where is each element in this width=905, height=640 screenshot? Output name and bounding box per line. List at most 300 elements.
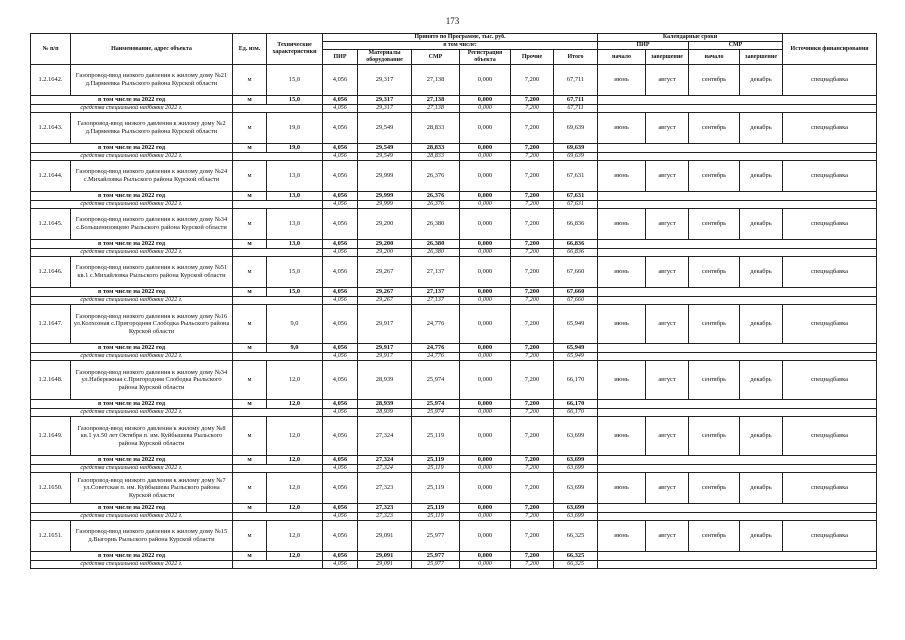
empty-cell: [233, 513, 323, 521]
total-cell: 63,699: [554, 417, 598, 456]
year-total-registration: 0,000: [460, 288, 511, 297]
other-cell: 7,200: [511, 305, 554, 344]
pir-cell: 4,056: [323, 361, 358, 400]
year-total-label: в том числе на 2022 год: [31, 240, 233, 249]
special-fund-registration: 0,000: [460, 561, 511, 569]
year-total-unit: м: [233, 288, 267, 297]
year-total-unit: м: [233, 96, 267, 105]
year-total-other: 7,200: [511, 288, 554, 297]
empty-cell: [598, 144, 877, 153]
table-body: [31, 65, 877, 569]
header-cal-smr: СМР: [689, 42, 783, 50]
special-fund-smr: 26,376: [412, 201, 460, 209]
header-accepted: Принято по Программе, тыс. руб.: [323, 34, 598, 42]
year-total-smr: 25,119: [412, 456, 460, 465]
object-row: [31, 417, 877, 456]
smr-cell: 26,376: [412, 161, 460, 192]
unit-cell: м: [233, 473, 267, 504]
empty-cell: [598, 353, 877, 361]
empty-cell: [598, 561, 877, 569]
object-row: [31, 209, 877, 240]
total-cell: 65,949: [554, 305, 598, 344]
empty-cell: [598, 400, 877, 409]
special-fund-pir: 4,056: [323, 353, 358, 361]
year-total-smr: 27,138: [412, 96, 460, 105]
year-total-row: [31, 504, 877, 513]
source-cell: спецнадбавка: [783, 361, 877, 400]
year-total-total: 67,631: [554, 192, 598, 201]
year-total-label: в том числе на 2022 год: [31, 96, 233, 105]
smr-cell: 25,977: [412, 521, 460, 552]
pir-finish-cell: август: [646, 473, 689, 504]
year-total-row: [31, 144, 877, 153]
source-cell: спецнадбавка: [783, 257, 877, 288]
empty-cell: [598, 192, 877, 201]
row-number: 1.2.1650.: [31, 473, 71, 504]
year-total-unit: м: [233, 400, 267, 409]
special-fund-smr: 26,380: [412, 249, 460, 257]
empty-cell: [598, 105, 877, 113]
other-cell: 7,200: [511, 361, 554, 400]
year-total-registration: 0,000: [460, 552, 511, 561]
object-row: [31, 161, 877, 192]
unit-cell: м: [233, 209, 267, 240]
row-number: 1.2.1651.: [31, 521, 71, 552]
materials-cell: 27,324: [358, 417, 412, 456]
special-fund-pir: 4,056: [323, 105, 358, 113]
special-fund-total: 67,631: [554, 201, 598, 209]
year-total-pir: 4,056: [323, 192, 358, 201]
unit-cell: м: [233, 361, 267, 400]
header-name: Наименование, адрес объекта: [71, 34, 233, 65]
year-total-smr: 25,977: [412, 552, 460, 561]
special-fund-row: [31, 465, 877, 473]
year-total-row: [31, 552, 877, 561]
year-total-total: 67,660: [554, 288, 598, 297]
special-fund-smr: 25,119: [412, 513, 460, 521]
total-cell: 67,660: [554, 257, 598, 288]
year-total-total: 63,699: [554, 504, 598, 513]
year-total-materials: 29,549: [358, 144, 412, 153]
pir-start-cell: июнь: [598, 305, 646, 344]
year-total-label: в том числе на 2022 год: [31, 144, 233, 153]
special-fund-pir: 4,056: [323, 297, 358, 305]
year-total-registration: 0,000: [460, 240, 511, 249]
empty-cell: [598, 288, 877, 297]
year-total-registration: 0,000: [460, 504, 511, 513]
object-name: Газопровод-ввод низкого давления к жилому дому №7 ул.Советская п. им. Куйбышева Рыльского района Курской области: [71, 473, 233, 504]
header-unit: Ед. изм.: [233, 34, 267, 65]
smr-finish-cell: декабрь: [740, 305, 783, 344]
year-total-row: [31, 192, 877, 201]
pir-cell: 4,056: [323, 305, 358, 344]
materials-cell: 29,091: [358, 521, 412, 552]
smr-cell: 28,833: [412, 113, 460, 144]
pir-start-cell: июнь: [598, 473, 646, 504]
special-fund-row: [31, 249, 877, 257]
year-total-total: 69,639: [554, 144, 598, 153]
special-fund-other: 7,200: [511, 105, 554, 113]
year-total-registration: 0,000: [460, 400, 511, 409]
special-fund-label: средства специальной надбавки 2022 г.: [31, 105, 233, 113]
special-fund-registration: 0,000: [460, 249, 511, 257]
special-fund-label: средства специальной надбавки 2022 г.: [31, 353, 233, 361]
pir-cell: 4,056: [323, 473, 358, 504]
special-fund-materials: 29,091: [358, 561, 412, 569]
year-total-label: в том числе на 2022 год: [31, 552, 233, 561]
special-fund-materials: 29,267: [358, 297, 412, 305]
special-fund-smr: 25,119: [412, 465, 460, 473]
year-total-pir: 4,056: [323, 400, 358, 409]
registration-cell: 0,000: [460, 257, 511, 288]
year-total-materials: 29,999: [358, 192, 412, 201]
object-name: Газопровод-ввод низкого давления к жилому дому №21 д.Пармеевка Рыльского района Курской области: [71, 65, 233, 96]
empty-cell: [233, 153, 323, 161]
source-cell: спецнадбавка: [783, 65, 877, 96]
registration-cell: 0,000: [460, 361, 511, 400]
special-fund-other: 7,200: [511, 561, 554, 569]
pir-start-cell: июнь: [598, 209, 646, 240]
special-fund-label: средства специальной надбавки 2022 г.: [31, 201, 233, 209]
smr-cell: 24,776: [412, 305, 460, 344]
other-cell: 7,200: [511, 161, 554, 192]
year-total-pir: 4,056: [323, 504, 358, 513]
special-fund-row: [31, 561, 877, 569]
special-fund-pir: 4,056: [323, 409, 358, 417]
other-cell: 7,200: [511, 209, 554, 240]
year-total-smr: 25,974: [412, 400, 460, 409]
year-total-smr: 26,380: [412, 240, 460, 249]
year-total-other: 7,200: [511, 344, 554, 353]
source-cell: спецнадбавка: [783, 473, 877, 504]
special-fund-label: средства специальной надбавки 2022 г.: [31, 513, 233, 521]
pir-finish-cell: август: [646, 161, 689, 192]
registration-cell: 0,000: [460, 209, 511, 240]
empty-cell: [598, 249, 877, 257]
year-total-unit: м: [233, 144, 267, 153]
unit-cell: м: [233, 417, 267, 456]
special-fund-registration: 0,000: [460, 513, 511, 521]
object-row: [31, 521, 877, 552]
source-cell: спецнадбавка: [783, 113, 877, 144]
header-pir-finish: завершение: [646, 50, 689, 65]
year-total-total: 66,170: [554, 400, 598, 409]
empty-cell: [598, 297, 877, 305]
object-name: Газопровод-ввод низкого давления к жилому дому №34 ул.Набережная с.Пригородняя Слободка Рыльского района Курской области: [71, 361, 233, 400]
source-cell: спецнадбавка: [783, 209, 877, 240]
row-number: 1.2.1643.: [31, 113, 71, 144]
year-total-other: 7,200: [511, 456, 554, 465]
smr-cell: 26,380: [412, 209, 460, 240]
year-total-pir: 4,056: [323, 144, 358, 153]
pir-start-cell: июнь: [598, 417, 646, 456]
year-total-unit: м: [233, 344, 267, 353]
empty-cell: [233, 409, 323, 417]
special-fund-label: средства специальной надбавки 2022 г.: [31, 297, 233, 305]
empty-cell: [598, 465, 877, 473]
pir-cell: 4,056: [323, 417, 358, 456]
object-row: [31, 65, 877, 96]
smr-finish-cell: декабрь: [740, 161, 783, 192]
table-header: [31, 34, 877, 65]
other-cell: 7,200: [511, 521, 554, 552]
special-fund-other: 7,200: [511, 353, 554, 361]
other-cell: 7,200: [511, 257, 554, 288]
year-total-unit: м: [233, 456, 267, 465]
special-fund-label: средства специальной надбавки 2022 г.: [31, 153, 233, 161]
empty-cell: [598, 409, 877, 417]
smr-start-cell: сентябрь: [689, 417, 740, 456]
pir-finish-cell: август: [646, 361, 689, 400]
row-number: 1.2.1647.: [31, 305, 71, 344]
year-total-total: 66,836: [554, 240, 598, 249]
year-total-length: 13,0: [267, 240, 323, 249]
special-fund-registration: 0,000: [460, 353, 511, 361]
smr-cell: 25,119: [412, 417, 460, 456]
length-cell: 13,0: [267, 161, 323, 192]
other-cell: 7,200: [511, 65, 554, 96]
empty-cell: [233, 561, 323, 569]
year-total-length: 9,0: [267, 344, 323, 353]
object-name: Газопровод-ввод низкого давления к жилому дому №34 с.Большенизовцево Рыльского района Курской области: [71, 209, 233, 240]
total-cell: 67,631: [554, 161, 598, 192]
object-name: Газопровод-ввод низкого давления к жилому дому №24 с.Михайловка Рыльского района Курской области: [71, 161, 233, 192]
smr-finish-cell: декабрь: [740, 521, 783, 552]
special-fund-row: [31, 153, 877, 161]
length-cell: 12,0: [267, 361, 323, 400]
empty-cell: [598, 513, 877, 521]
smr-finish-cell: декабрь: [740, 209, 783, 240]
unit-cell: м: [233, 521, 267, 552]
special-fund-other: 7,200: [511, 465, 554, 473]
total-cell: 63,699: [554, 473, 598, 504]
year-total-unit: м: [233, 240, 267, 249]
object-name: Газопровод-ввод низкого давления к жилому дому №51 кв.1 с.Михайловка Рыльского района Курской области: [71, 257, 233, 288]
special-fund-smr: 27,137: [412, 297, 460, 305]
special-fund-registration: 0,000: [460, 201, 511, 209]
pir-cell: 4,056: [323, 209, 358, 240]
special-fund-label: средства специальной надбавки 2022 г.: [31, 465, 233, 473]
year-total-materials: 29,317: [358, 96, 412, 105]
program-table: [30, 33, 877, 569]
empty-cell: [598, 96, 877, 105]
special-fund-smr: 28,833: [412, 153, 460, 161]
special-fund-other: 7,200: [511, 153, 554, 161]
smr-start-cell: сентябрь: [689, 521, 740, 552]
length-cell: 19,0: [267, 113, 323, 144]
row-number: 1.2.1644.: [31, 161, 71, 192]
year-total-unit: м: [233, 552, 267, 561]
header-materials: Материалы оборудование: [358, 50, 412, 65]
row-number: 1.2.1648.: [31, 361, 71, 400]
smr-finish-cell: декабрь: [740, 257, 783, 288]
header-pir-start: начало: [598, 50, 646, 65]
year-total-pir: 4,056: [323, 456, 358, 465]
special-fund-registration: 0,000: [460, 105, 511, 113]
special-fund-total: 66,170: [554, 409, 598, 417]
year-total-materials: 29,200: [358, 240, 412, 249]
year-total-pir: 4,056: [323, 288, 358, 297]
registration-cell: 0,000: [460, 305, 511, 344]
header-smr: СМР: [412, 50, 460, 65]
smr-start-cell: сентябрь: [689, 209, 740, 240]
page-number: 173: [445, 16, 460, 26]
special-fund-row: [31, 297, 877, 305]
unit-cell: м: [233, 113, 267, 144]
special-fund-registration: 0,000: [460, 465, 511, 473]
empty-cell: [598, 153, 877, 161]
materials-cell: 29,317: [358, 65, 412, 96]
special-fund-materials: 27,324: [358, 465, 412, 473]
smr-finish-cell: декабрь: [740, 65, 783, 96]
year-total-other: 7,200: [511, 240, 554, 249]
special-fund-other: 7,200: [511, 201, 554, 209]
special-fund-pir: 4,056: [323, 249, 358, 257]
empty-cell: [233, 105, 323, 113]
object-name: Газопровод-ввод низкого давления к жилому дому №16 ул.Колхозная с.Пригородняя Слободка Рыльского района Курской области: [71, 305, 233, 344]
header-source: Источники финансирования: [783, 34, 877, 65]
materials-cell: 29,549: [358, 113, 412, 144]
year-total-pir: 4,056: [323, 240, 358, 249]
source-cell: спецнадбавка: [783, 521, 877, 552]
pir-finish-cell: август: [646, 417, 689, 456]
empty-cell: [598, 201, 877, 209]
other-cell: 7,200: [511, 113, 554, 144]
year-total-registration: 0,000: [460, 456, 511, 465]
row-number: 1.2.1649.: [31, 417, 71, 456]
year-total-label: в том числе на 2022 год: [31, 344, 233, 353]
object-row: [31, 113, 877, 144]
pir-cell: 4,056: [323, 161, 358, 192]
special-fund-smr: 25,974: [412, 409, 460, 417]
special-fund-pir: 4,056: [323, 201, 358, 209]
length-cell: 12,0: [267, 417, 323, 456]
year-total-materials: 28,939: [358, 400, 412, 409]
special-fund-label: средства специальной надбавки 2022 г.: [31, 409, 233, 417]
special-fund-total: 63,699: [554, 465, 598, 473]
empty-cell: [598, 504, 877, 513]
header-num: № п/п: [31, 34, 71, 65]
unit-cell: м: [233, 161, 267, 192]
year-total-label: в том числе на 2022 год: [31, 288, 233, 297]
header-cal-pir: ПИР: [598, 42, 689, 50]
source-cell: спецнадбавка: [783, 417, 877, 456]
special-fund-total: 63,699: [554, 513, 598, 521]
smr-cell: 27,137: [412, 257, 460, 288]
object-name: Газопровод-ввод низкого давления к жилому дому №15 д.Выгорнь Рыльского района Курской области: [71, 521, 233, 552]
pir-cell: 4,056: [323, 113, 358, 144]
year-total-row: [31, 240, 877, 249]
year-total-row: [31, 344, 877, 353]
year-total-registration: 0,000: [460, 144, 511, 153]
header-incl: в том числе:: [323, 42, 598, 50]
total-cell: 69,639: [554, 113, 598, 144]
length-cell: 9,0: [267, 305, 323, 344]
source-cell: спецнадбавка: [783, 305, 877, 344]
year-total-other: 7,200: [511, 192, 554, 201]
total-cell: 67,711: [554, 65, 598, 96]
smr-cell: 27,138: [412, 65, 460, 96]
header-tech: Технические характеристики: [267, 34, 323, 65]
year-total-registration: 0,000: [460, 192, 511, 201]
object-row: [31, 305, 877, 344]
pir-finish-cell: август: [646, 521, 689, 552]
year-total-registration: 0,000: [460, 344, 511, 353]
pir-start-cell: июнь: [598, 257, 646, 288]
header-registration: Регистрация объекта: [460, 50, 511, 65]
length-cell: 15,0: [267, 65, 323, 96]
special-fund-other: 7,200: [511, 297, 554, 305]
pir-finish-cell: август: [646, 305, 689, 344]
smr-finish-cell: декабрь: [740, 361, 783, 400]
year-total-smr: 24,776: [412, 344, 460, 353]
special-fund-pir: 4,056: [323, 153, 358, 161]
pir-start-cell: июнь: [598, 65, 646, 96]
year-total-materials: 29,917: [358, 344, 412, 353]
pir-start-cell: июнь: [598, 161, 646, 192]
object-row: [31, 361, 877, 400]
special-fund-row: [31, 105, 877, 113]
year-total-total: 63,699: [554, 456, 598, 465]
year-total-length: 13,0: [267, 192, 323, 201]
length-cell: 13,0: [267, 209, 323, 240]
smr-start-cell: сентябрь: [689, 161, 740, 192]
special-fund-pir: 4,056: [323, 465, 358, 473]
length-cell: 15,0: [267, 257, 323, 288]
year-total-length: 15,0: [267, 288, 323, 297]
year-total-materials: 27,323: [358, 504, 412, 513]
length-cell: 12,0: [267, 473, 323, 504]
special-fund-materials: 27,323: [358, 513, 412, 521]
special-fund-row: [31, 513, 877, 521]
special-fund-total: 66,325: [554, 561, 598, 569]
year-total-materials: 29,091: [358, 552, 412, 561]
year-total-length: 19,0: [267, 144, 323, 153]
smr-start-cell: сентябрь: [689, 305, 740, 344]
special-fund-other: 7,200: [511, 513, 554, 521]
year-total-smr: 27,137: [412, 288, 460, 297]
smr-finish-cell: декабрь: [740, 113, 783, 144]
special-fund-row: [31, 409, 877, 417]
special-fund-pir: 4,056: [323, 513, 358, 521]
special-fund-materials: 28,939: [358, 409, 412, 417]
special-fund-registration: 0,000: [460, 297, 511, 305]
special-fund-smr: 25,977: [412, 561, 460, 569]
special-fund-materials: 29,917: [358, 353, 412, 361]
registration-cell: 0,000: [460, 113, 511, 144]
empty-cell: [233, 249, 323, 257]
special-fund-row: [31, 201, 877, 209]
pir-start-cell: июнь: [598, 113, 646, 144]
special-fund-pir: 4,056: [323, 561, 358, 569]
header-pir: ПИР: [323, 50, 358, 65]
smr-cell: 25,119: [412, 473, 460, 504]
row-number: 1.2.1645.: [31, 209, 71, 240]
year-total-smr: 26,376: [412, 192, 460, 201]
special-fund-other: 7,200: [511, 409, 554, 417]
year-total-length: 12,0: [267, 400, 323, 409]
year-total-row: [31, 288, 877, 297]
other-cell: 7,200: [511, 417, 554, 456]
pir-finish-cell: август: [646, 65, 689, 96]
length-cell: 12,0: [267, 521, 323, 552]
unit-cell: м: [233, 305, 267, 344]
year-total-total: 67,711: [554, 96, 598, 105]
special-fund-total: 67,711: [554, 105, 598, 113]
year-total-other: 7,200: [511, 96, 554, 105]
year-total-length: 15,0: [267, 96, 323, 105]
year-total-total: 66,325: [554, 552, 598, 561]
